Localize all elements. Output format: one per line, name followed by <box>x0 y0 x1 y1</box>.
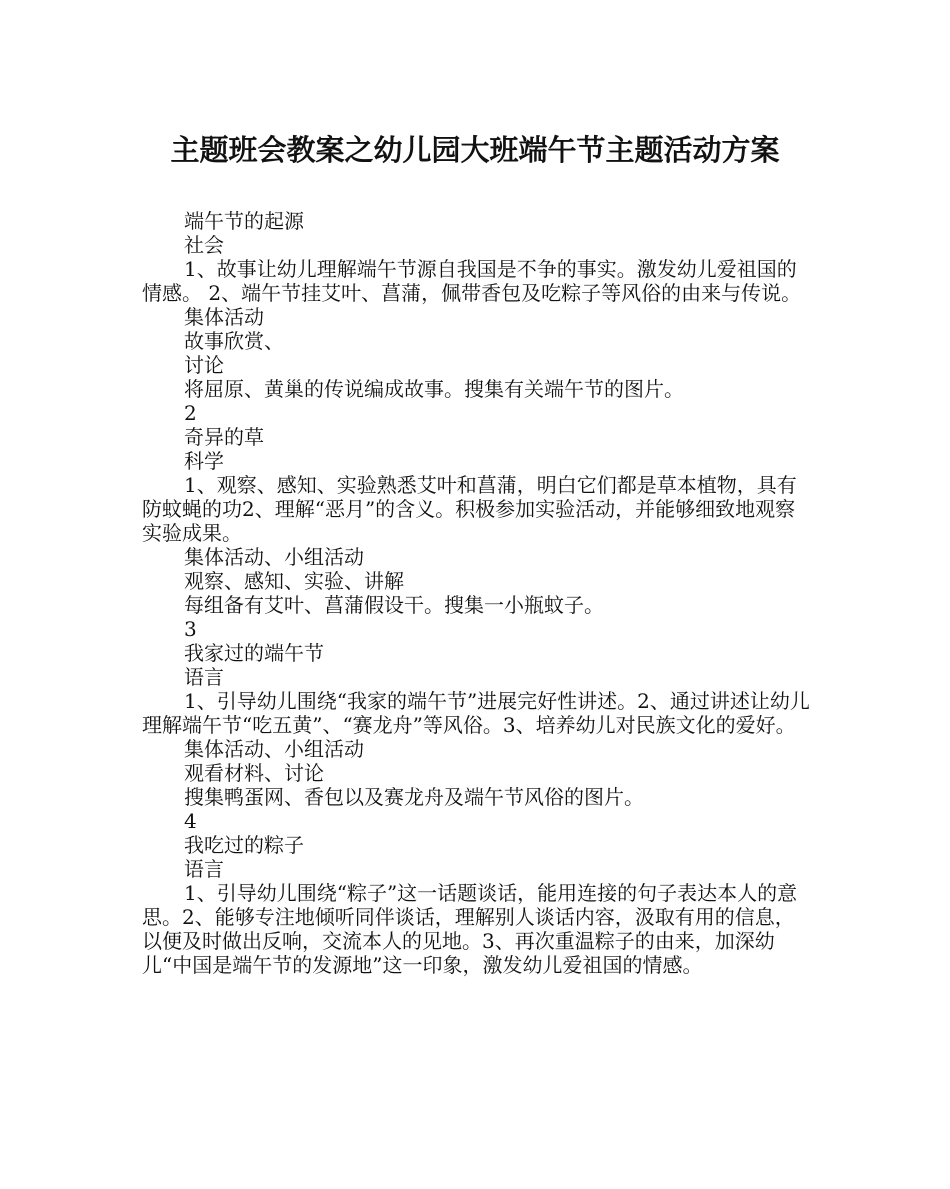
preparation-paragraph: 将屈原、黄巢的传说编成故事。搜集有关端午节的图片。 <box>184 377 684 401</box>
goals-paragraph: 1、引导幼儿围绕“粽子”这一话题谈话，能用连接的句子表达本人的意思。2、能够专注地倾听同伴谈话，理解别人谈话内容，汲取有用的信息，以便及时做出反响，交流本人的见地。3、再次重温粽子的由来，加深幼儿“中国是端午节的发源地”这一印象，激发幼儿爱祖国的情感。 <box>142 881 798 977</box>
section-title: 奇异的草 <box>184 425 264 449</box>
section-title: 端午节的起源 <box>184 209 304 233</box>
document-title: 主题班会教案之幼儿园大班端午节主题活动方案 <box>170 133 780 167</box>
subject-label: 社会 <box>184 233 224 257</box>
goals-paragraph: 1、故事让幼儿理解端午节源自我国是不争的事实。激发幼儿爱祖国的情感。 2、端午节挂艾叶、菖蒲，佩带香包及吃粽子等风俗的由来与传说。 <box>142 257 802 305</box>
subject-label: 语言 <box>184 665 224 689</box>
preparation-paragraph: 每组备有艾叶、菖蒲假设干。搜集一小瓶蚊子。 <box>184 593 604 617</box>
activity-method: 观看材料、讨论 <box>184 761 324 785</box>
activity-form: 集体活动、小组活动 <box>184 545 364 569</box>
section-number: 2 <box>184 401 197 425</box>
preparation-paragraph: 搜集鸭蛋网、香包以及赛龙舟及端午节风俗的图片。 <box>184 785 644 809</box>
section-title: 我家过的端午节 <box>184 641 324 665</box>
subject-label: 语言 <box>184 857 224 881</box>
subject-label: 科学 <box>184 449 224 473</box>
activity-method: 故事欣赏、 <box>184 329 284 353</box>
activity-method: 讨论 <box>184 353 224 377</box>
goals-paragraph: 1、引导幼儿围绕“我家的端午节”进展完好性讲述。2、通过讲述让幼儿理解端午节“吃五黄”、“赛龙舟”等风俗。3、培养幼儿对民族文化的爱好。 <box>142 689 810 737</box>
section-number: 4 <box>184 809 197 833</box>
section-title: 我吃过的粽子 <box>184 833 304 857</box>
section-number: 3 <box>184 617 197 641</box>
document-body <box>142 209 812 977</box>
activity-form: 集体活动、小组活动 <box>184 737 364 761</box>
activity-method: 观察、感知、实验、讲解 <box>184 569 404 593</box>
activity-form: 集体活动 <box>184 305 264 329</box>
goals-paragraph: 1、观察、感知、实验熟悉艾叶和菖蒲，明白它们都是草本植物，具有防蚊蝇的功2、理解“恶月”的含义。积极参加实验活动，并能够细致地观察实验成果。 <box>142 473 797 545</box>
